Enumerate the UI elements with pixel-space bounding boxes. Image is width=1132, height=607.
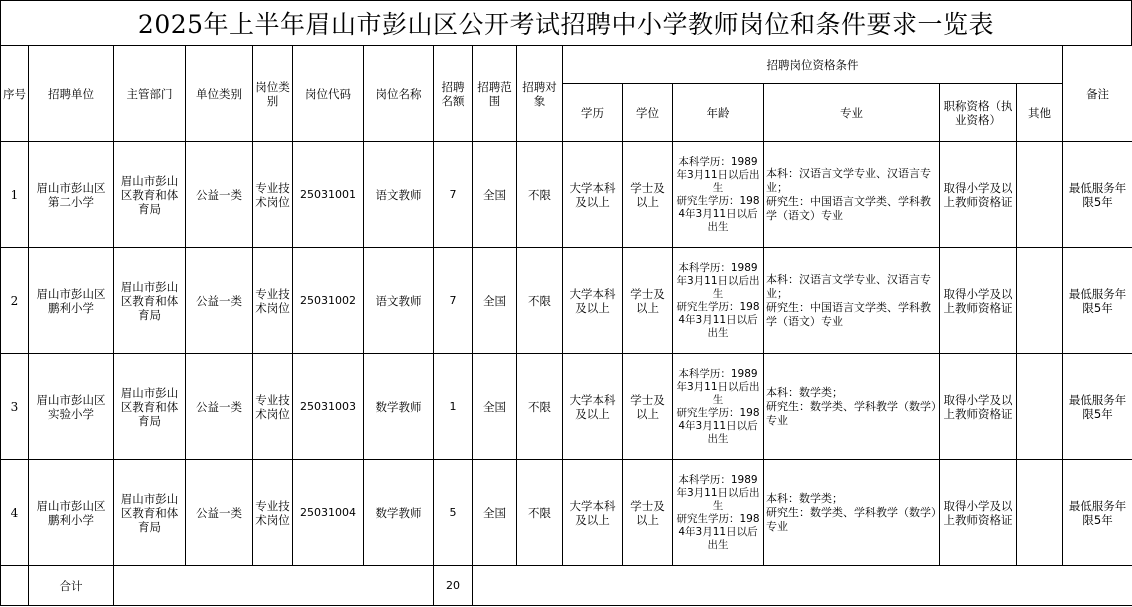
cell-major: 本科：汉语言文学专业、汉语言专业； 研究生：中国语言文学类、学科教学（语文）专业	[764, 248, 940, 354]
cell-post-code: 25031001	[293, 142, 364, 248]
cell-education: 大学本科及以上	[563, 354, 623, 460]
cell-age: 本科学历：1989年3月11日以后出生 研究生学历：1984年3月11日以后出生	[673, 354, 764, 460]
total-label: 合计	[29, 566, 114, 606]
cell-post-type: 专业技术岗位	[253, 142, 293, 248]
cell-other	[1017, 354, 1063, 460]
cell-remark: 最低服务年限5年	[1063, 354, 1132, 460]
header-major: 专业	[764, 84, 940, 142]
cell-unit-type: 公益一类	[186, 460, 253, 566]
header-other: 其他	[1017, 84, 1063, 142]
header-post-name: 岗位名称	[364, 46, 434, 142]
cell-target: 不限	[517, 248, 563, 354]
header-unit-type: 单位类别	[186, 46, 253, 142]
cell-seq: 1	[1, 142, 29, 248]
document-title: 2025年上半年眉山市彭山区公开考试招聘中小学教师岗位和条件要求一览表	[0, 0, 1132, 45]
cell-target: 不限	[517, 142, 563, 248]
cell-degree: 学士及以上	[623, 460, 673, 566]
cell-title-cert: 取得小学及以上教师资格证	[940, 460, 1017, 566]
cell-quota: 5	[434, 460, 473, 566]
header-dept: 主管部门	[114, 46, 186, 142]
cell-education: 大学本科及以上	[563, 142, 623, 248]
cell-post-name: 语文教师	[364, 142, 434, 248]
cell-remark: 最低服务年限5年	[1063, 142, 1132, 248]
header-unit: 招聘单位	[29, 46, 114, 142]
cell-unit: 眉山市彭山区鹏利小学	[29, 460, 114, 566]
table-row	[1, 354, 1132, 460]
cell-scope: 全国	[473, 248, 517, 354]
total-seq-cell	[1, 566, 29, 606]
cell-other	[1017, 248, 1063, 354]
cell-scope: 全国	[473, 460, 517, 566]
cell-post-name: 数学教师	[364, 354, 434, 460]
cell-age: 本科学历：1989年3月11日以后出生 研究生学历：1984年3月11日以后出生	[673, 248, 764, 354]
header-title-cert: 职称资格（执业资格）	[940, 84, 1017, 142]
cell-major: 本科：汉语言文学专业、汉语言专业； 研究生：中国语言文学类、学科教学（语文）专业	[764, 142, 940, 248]
total-row	[1, 566, 1132, 606]
cell-unit: 眉山市彭山区鹏利小学	[29, 248, 114, 354]
cell-post-type: 专业技术岗位	[253, 248, 293, 354]
cell-unit: 眉山市彭山区实验小学	[29, 354, 114, 460]
cell-scope: 全国	[473, 142, 517, 248]
cell-post-code: 25031002	[293, 248, 364, 354]
cell-seq: 3	[1, 354, 29, 460]
cell-seq: 2	[1, 248, 29, 354]
cell-unit: 眉山市彭山区第二小学	[29, 142, 114, 248]
header-remark: 备注	[1063, 46, 1132, 142]
cell-title-cert: 取得小学及以上教师资格证	[940, 248, 1017, 354]
cell-title-cert: 取得小学及以上教师资格证	[940, 142, 1017, 248]
cell-degree: 学士及以上	[623, 248, 673, 354]
header-post-code: 岗位代码	[293, 46, 364, 142]
cell-dept: 眉山市彭山区教育和体育局	[114, 142, 186, 248]
cell-title-cert: 取得小学及以上教师资格证	[940, 354, 1017, 460]
cell-education: 大学本科及以上	[563, 248, 623, 354]
cell-degree: 学士及以上	[623, 354, 673, 460]
cell-post-name: 数学教师	[364, 460, 434, 566]
cell-dept: 眉山市彭山区教育和体育局	[114, 354, 186, 460]
cell-remark: 最低服务年限5年	[1063, 460, 1132, 566]
total-quota: 20	[434, 566, 473, 606]
cell-scope: 全国	[473, 354, 517, 460]
cell-target: 不限	[517, 460, 563, 566]
total-blank-cell	[114, 566, 434, 606]
header-scope: 招聘范围	[473, 46, 517, 142]
cell-post-name: 语文教师	[364, 248, 434, 354]
cell-age: 本科学历：1989年3月11日以后出生 研究生学历：1984年3月11日以后出生	[673, 142, 764, 248]
cell-degree: 学士及以上	[623, 142, 673, 248]
table-row	[1, 142, 1132, 248]
cell-major: 本科：数学类； 研究生：数学类、学科教学（数学）专业	[764, 460, 940, 566]
cell-target: 不限	[517, 354, 563, 460]
table-row	[1, 248, 1132, 354]
cell-major: 本科：数学类； 研究生：数学类、学科教学（数学）专业	[764, 354, 940, 460]
cell-age: 本科学历：1989年3月11日以后出生 研究生学历：1984年3月11日以后出生	[673, 460, 764, 566]
cell-post-type: 专业技术岗位	[253, 460, 293, 566]
cell-post-code: 25031004	[293, 460, 364, 566]
header-age: 年龄	[673, 84, 764, 142]
cell-quota: 7	[434, 248, 473, 354]
cell-dept: 眉山市彭山区教育和体育局	[114, 248, 186, 354]
cell-quota: 1	[434, 354, 473, 460]
cell-dept: 眉山市彭山区教育和体育局	[114, 460, 186, 566]
header-post-type: 岗位类别	[253, 46, 293, 142]
cell-other	[1017, 460, 1063, 566]
header-target: 招聘对象	[517, 46, 563, 142]
cell-unit-type: 公益一类	[186, 142, 253, 248]
header-qualifications: 招聘岗位资格条件	[563, 46, 1063, 84]
cell-post-type: 专业技术岗位	[253, 354, 293, 460]
total-trailing-cell	[473, 566, 1132, 606]
cell-quota: 7	[434, 142, 473, 248]
cell-remark: 最低服务年限5年	[1063, 248, 1132, 354]
cell-education: 大学本科及以上	[563, 460, 623, 566]
recruitment-table	[0, 45, 1132, 606]
header-quota: 招聘名额	[434, 46, 473, 142]
header-seq: 序号	[1, 46, 29, 142]
cell-unit-type: 公益一类	[186, 354, 253, 460]
cell-unit-type: 公益一类	[186, 248, 253, 354]
header-row-top	[1, 46, 1132, 84]
cell-other	[1017, 142, 1063, 248]
cell-seq: 4	[1, 460, 29, 566]
header-degree: 学位	[623, 84, 673, 142]
header-education: 学历	[563, 84, 623, 142]
cell-post-code: 25031003	[293, 354, 364, 460]
table-row	[1, 460, 1132, 566]
